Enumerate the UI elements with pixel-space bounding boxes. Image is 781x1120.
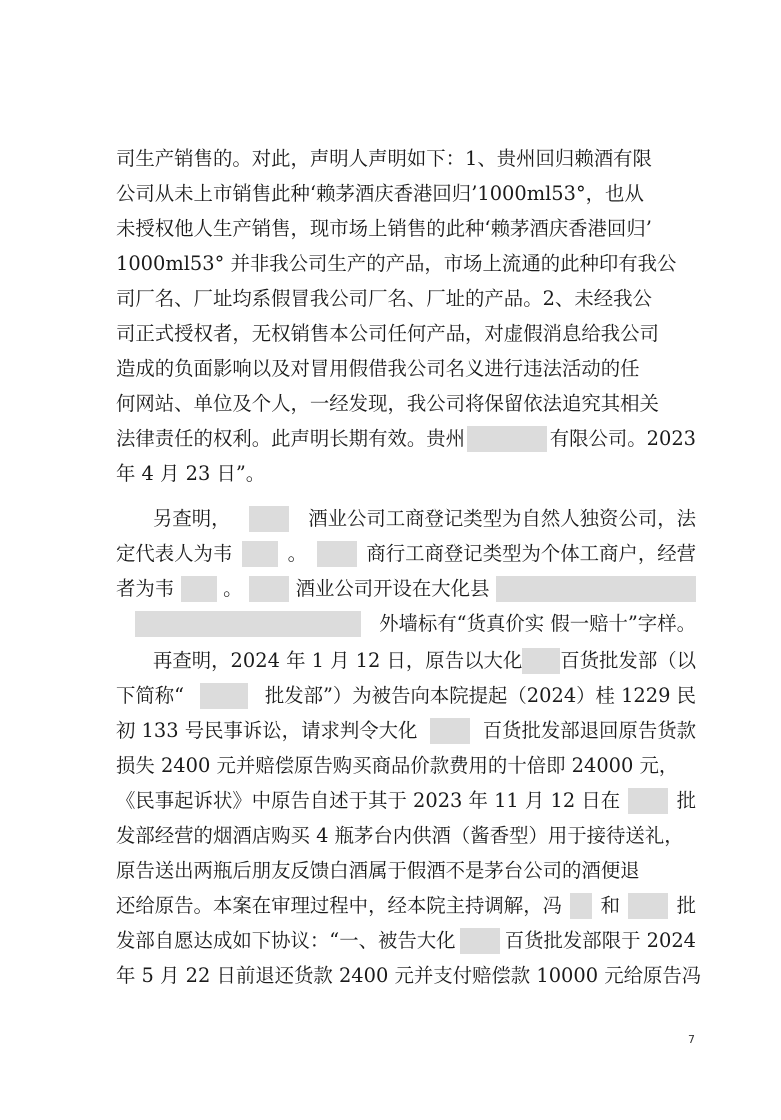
text-line: 1000ml53° 并非我公司生产的产品，市场上流通的此种印有我公 bbox=[116, 252, 677, 275]
text-line: 原告送出两瓶后朋友反馈白酒属于假酒不是茅台公司的酒便退 bbox=[116, 859, 640, 882]
text-line: 未授权他人生产销售，现市场上销售的此种‘赖茅酒庆香港回归’ bbox=[116, 217, 652, 240]
redaction-mask bbox=[181, 576, 217, 602]
page-number: 7 bbox=[688, 1033, 695, 1046]
text-line: 司厂名、厂址均系假冒我公司厂名、厂址的产品。2、未经我公 bbox=[116, 287, 652, 310]
text-line: 定代表人为韦 。 商行工商登记类型为个体工商户，经营 bbox=[116, 542, 696, 565]
redaction-mask bbox=[460, 928, 500, 954]
text-line: 者为韦 。 酒业公司开设在大化县 bbox=[116, 574, 696, 604]
text-line: 发部自愿达成如下协议：“一、被告大化 百货批发部限于 2024 bbox=[116, 929, 696, 952]
redaction-mask bbox=[522, 648, 560, 674]
text-line: 司生产销售的。对此，声明人声明如下：1、贵州回归赖酒有限 bbox=[116, 147, 652, 170]
redaction-mask bbox=[249, 506, 289, 532]
text-line: 何网站、单位及个人，一经发现，我公司将保留依法追究其相关 bbox=[116, 392, 659, 415]
redaction-mask bbox=[200, 683, 248, 709]
text-line: 再查明，2024 年 1 月 12 日，原告以大化 百货批发部（以 bbox=[153, 649, 696, 672]
text-line: 司正式授权者，无权销售本公司任何产品，对虚假消息给我公司 bbox=[116, 322, 659, 345]
text-line: 年 4 月 23 日”。 bbox=[116, 462, 266, 485]
text-line: 《民事起诉状》中原告自述于其于 2023 年 11 月 12 日在 批 bbox=[116, 789, 696, 812]
text-line: 发部经营的烟酒店购买 4 瓶茅台内供酒（酱香型）用于接待送礼， bbox=[116, 824, 684, 847]
text-line: 法律责任的权利。此声明长期有效。贵州 有限公司。2023 bbox=[116, 427, 696, 450]
redaction-mask bbox=[570, 893, 592, 919]
text-line: 公司从未上市销售此种‘赖茅酒庆香港回归’1000ml53°，也从 bbox=[116, 182, 644, 205]
text-line: 初 133 号民事诉讼，请求判令大化 百货批发部退回原告货款 bbox=[116, 719, 696, 742]
redaction-mask bbox=[628, 788, 668, 814]
redaction-mask bbox=[628, 893, 668, 919]
text-line: 还给原告。本案在审理过程中，经本院主持调解，冯 和 批 bbox=[116, 894, 696, 917]
redaction-mask bbox=[242, 541, 278, 567]
text-line: 年 5 月 22 日前退还货款 2400 元并支付赔偿款 10000 元给原告冯 bbox=[116, 964, 702, 987]
text-line: 外墙标有“货真价实 假一赔十”字样。 bbox=[116, 609, 696, 639]
text-line: 造成的负面影响以及对冒用假借我公司名义进行违法活动的任 bbox=[116, 357, 640, 380]
redaction-mask bbox=[135, 611, 361, 637]
redaction-mask bbox=[249, 576, 289, 602]
redaction-mask bbox=[430, 718, 470, 744]
text-line: 下简称“ 批发部”）为被告向本院提起（2024）桂 1229 民 bbox=[116, 684, 696, 707]
redaction-mask bbox=[496, 576, 696, 602]
redaction-mask bbox=[317, 541, 357, 567]
text-line: 另查明， 酒业公司工商登记类型为自然人独资公司，法 bbox=[153, 507, 696, 530]
text-line: 损失 2400 元并赔偿原告购买商品价款费用的十倍即 24000 元， bbox=[116, 754, 679, 777]
redaction-mask bbox=[467, 426, 547, 452]
